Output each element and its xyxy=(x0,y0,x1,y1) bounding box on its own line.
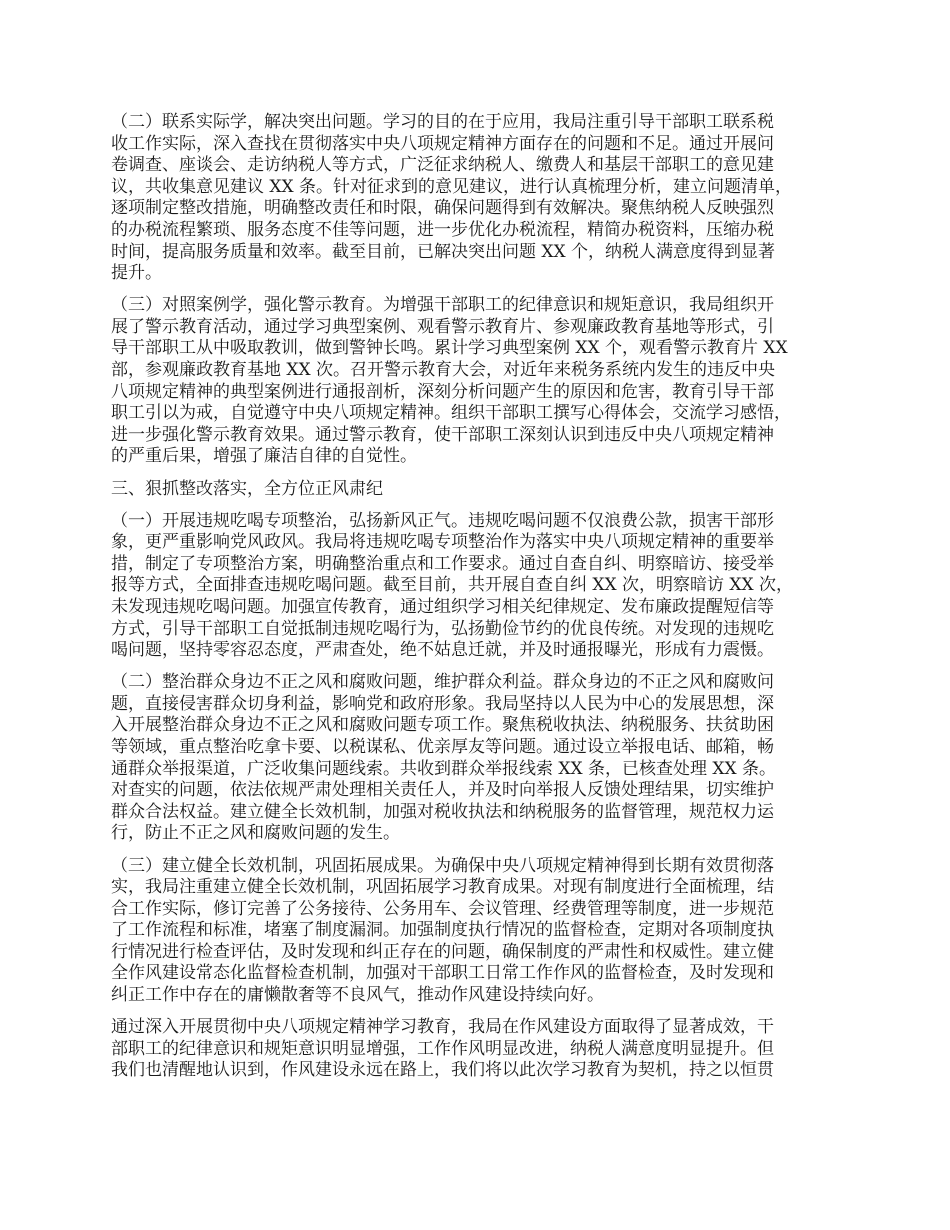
text-line: 的严重后果，增强了廉洁自律的自觉性。 xyxy=(111,446,417,467)
text-line: （三）对照案例学，强化警示教育。为增强干部职工的纪律意识和规矩意识，我局组织开 xyxy=(111,295,774,316)
text-line: 对查实的问题，依法依规严肃处理相关责任人，并及时向举报人反馈处理结果，切实维护 xyxy=(111,780,774,801)
text-line: 纠正工作中存在的庸懒散奢等不良风气，推动作风建设持续向好。 xyxy=(111,985,604,1006)
text-line: 我们也清醒地认识到，作风建设永远在路上，我们将以此次学习教育为契机，持之以恒贯 xyxy=(111,1060,774,1081)
text-line: 通过深入开展贯彻中央八项规定精神学习教育，我局在作风建设方面取得了显著成效，干 xyxy=(111,1017,774,1038)
text-line: 措，制定了专项整治方案，明确整治重点和工作要求。通过自查自纠、明察暗访、接受举 xyxy=(111,553,774,574)
text-line: 收工作实际，深入查找在贯彻落实中央八项规定精神方面存在的问题和不足。通过开展问 xyxy=(111,133,774,154)
paragraph xyxy=(111,1017,841,1082)
document-page xyxy=(111,112,841,1092)
text-line: 提升。 xyxy=(111,263,162,284)
text-line: （一）开展违规吃喝专项整治，弘扬新风正气。违规吃喝问题不仅浪费公款，损害干部形 xyxy=(111,510,774,531)
text-line: 的办税流程繁琐、服务态度不佳等问题，进一步优化办税流程，精简办税资料，压缩办税 xyxy=(111,219,774,240)
text-line: 象，更严重影响党风政风。我局将违规吃喝专项整治作为落实中央八项规定精神的重要举 xyxy=(111,532,774,553)
text-line: 全作风建设常态化监督检查机制，加强对干部职工日常工作作风的监督检查，及时发现和 xyxy=(111,963,774,984)
text-line: 部职工的纪律意识和规矩意识明显增强，工作作风明显改进，纳税人满意度明显提升。但 xyxy=(111,1038,774,1059)
text-line: 进一步强化警示教育效果。通过警示教育，使干部职工深刻认识到违反中央八项规定精神 xyxy=(111,424,774,445)
text-line: （三）建立健全长效机制，巩固拓展成果。为确保中央八项规定精神得到长期有效贯彻落 xyxy=(111,855,774,876)
text-line: 导干部职工从中吸取教训，做到警钟长鸣。累计学习典型案例 XX 个，观看警示教育片 XX xyxy=(111,338,788,359)
text-line: 行情况进行检查评估，及时发现和纠正存在的问题，确保制度的严肃性和权威性。建立健 xyxy=(111,941,774,962)
paragraph xyxy=(111,112,841,285)
text-line: （二）整治群众身边不正之风和腐败问题，维护群众利益。群众身边的不正之风和腐败问 xyxy=(111,672,774,693)
text-line: 三、狠抓整改落实，全方位正风肃纪 xyxy=(111,478,383,499)
text-line: 通群众举报渠道，广泛收集问题线索。共收到群众举报线索 XX 条，已核查处理 XX 条。 xyxy=(111,758,777,779)
text-line: 喝问题，坚持零容忍态度，严肃查处，绝不姑息迁就，并及时通报曝光，形成有力震慑。 xyxy=(111,640,774,661)
text-line: 入开展整治群众身边不正之风和腐败问题专项工作。聚焦税收执法、纳税服务、扶贫助困 xyxy=(111,715,774,736)
text-line: 未发现违规吃喝问题。加强宣传教育，通过组织学习相关纪律规定、发布廉政提醒短信等 xyxy=(111,596,774,617)
section-heading xyxy=(111,479,841,501)
text-line: 卷调查、座谈会、走访纳税人等方式，广泛征求纳税人、缴费人和基层干部职工的意见建 xyxy=(111,155,774,176)
text-line: 八项规定精神的典型案例进行通报剖析，深刻分析问题产生的原因和危害，教育引导干部 xyxy=(111,381,774,402)
text-line: 方式，引导干部职工自觉抵制违规吃喝行为，弘扬勤俭节约的优良传统。对发现的违规吃 xyxy=(111,618,774,639)
text-line: 展了警示教育活动，通过学习典型案例、观看警示教育片、参观廉政教育基地等形式，引 xyxy=(111,316,774,337)
text-line: 行，防止不正之风和腐败问题的发生。 xyxy=(111,823,400,844)
paragraph xyxy=(111,295,841,468)
text-line: 逐项制定整改措施，明确整改责任和时限，确保问题得到有效解决。聚焦纳税人反映强烈 xyxy=(111,198,774,219)
text-line: 合工作实际，修订完善了公务接待、公务用车、会议管理、经费管理等制度，进一步规范 xyxy=(111,898,774,919)
text-line: 议，共收集意见建议 XX 条。针对征求到的意见建议，进行认真梳理分析，建立问题清单， xyxy=(111,176,793,197)
text-line: 职工引以为戒，自觉遵守中央八项规定精神。组织干部职工撰写心得体会，交流学习感悟， xyxy=(111,403,791,424)
text-line: 实，我局注重建立健全长效机制，巩固拓展学习教育成果。对现有制度进行全面梳理，结 xyxy=(111,877,774,898)
text-line: 了工作流程和标准，堵塞了制度漏洞。加强制度执行情况的监督检查，定期对各项制度执 xyxy=(111,920,774,941)
paragraph xyxy=(111,511,841,662)
text-line: 报等方式，全面排查违规吃喝问题。截至目前，共开展自查自纠 XX 次，明察暗访 XX 次， xyxy=(111,575,794,596)
text-line: 题，直接侵害群众切身利益，影响党和政府形象。我局坚持以人民为中心的发展思想，深 xyxy=(111,693,774,714)
paragraph xyxy=(111,672,841,845)
text-line: 时间，提高服务质量和效率。截至目前，已解决突出问题 XX 个，纳税人满意度得到显著 xyxy=(111,241,776,262)
text-line: 等领域，重点整治吃拿卡要、以税谋私、优亲厚友等问题。通过设立举报电话、邮箱，畅 xyxy=(111,737,774,758)
paragraph xyxy=(111,856,841,1007)
text-line: 群众合法权益。建立健全长效机制，加强对税收执法和纳税服务的监督管理，规范权力运 xyxy=(111,801,774,822)
text-line: （二）联系实际学，解决突出问题。学习的目的在于应用，我局注重引导干部职工联系税 xyxy=(111,112,774,132)
text-line: 部，参观廉政教育基地 XX 次。召开警示教育大会，对近年来税务系统内发生的违反中央 xyxy=(111,360,776,381)
